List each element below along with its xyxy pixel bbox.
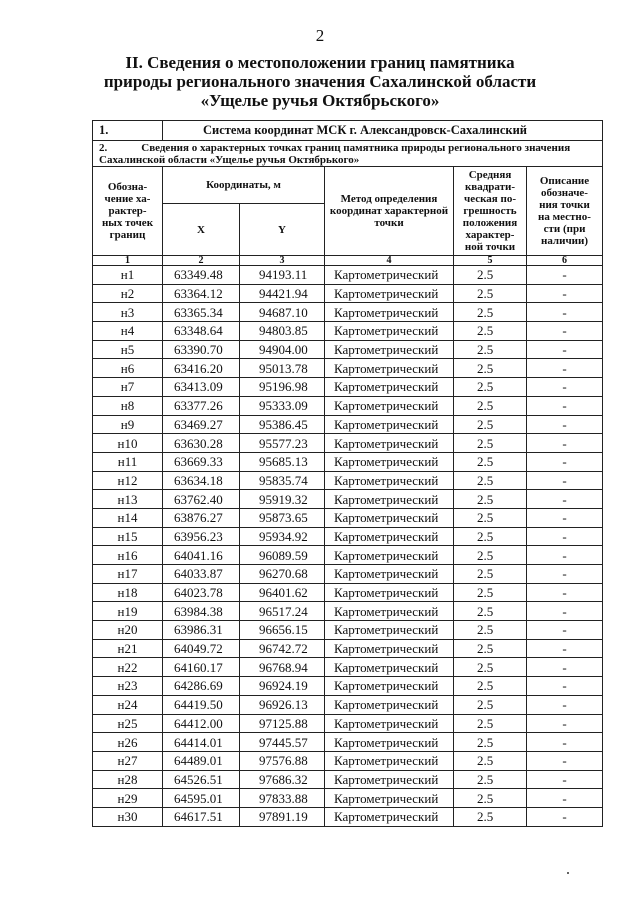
page-number: 2 xyxy=(315,26,325,45)
error-cell: 2.5 xyxy=(454,378,527,397)
column-numbers-row xyxy=(93,256,603,266)
table-row xyxy=(93,565,603,584)
y-coordinate-cell: 97891.19 xyxy=(240,807,325,826)
method-cell: Картометрический xyxy=(325,751,454,770)
y-coordinate-cell: 95835.74 xyxy=(240,471,325,490)
table-row xyxy=(93,621,603,640)
y-coordinate-cell: 96742.72 xyxy=(240,639,325,658)
title-line-2: природы регионального значения Сахалинской области xyxy=(103,72,537,91)
description-cell: - xyxy=(527,340,603,359)
points-info-row xyxy=(93,141,603,167)
method-cell: Картометрический xyxy=(325,639,454,658)
description-cell: - xyxy=(527,621,603,640)
point-name-cell: н5 xyxy=(93,340,163,359)
method-cell: Картометрический xyxy=(325,677,454,696)
column-number: 2 xyxy=(163,256,240,266)
method-cell: Картометрический xyxy=(325,434,454,453)
row-number: 1. xyxy=(93,121,163,141)
x-coordinate-cell: 63377.26 xyxy=(163,396,240,415)
table-row xyxy=(93,751,603,770)
method-cell: Картометрический xyxy=(325,322,454,341)
table-row xyxy=(93,733,603,752)
table-row xyxy=(93,695,603,714)
header-error: Средняя квадрати- ческая по- грешность положения характер- ной точки xyxy=(454,167,527,256)
x-coordinate-cell: 63669.33 xyxy=(163,452,240,471)
error-cell: 2.5 xyxy=(454,770,527,789)
point-name-cell: н25 xyxy=(93,714,163,733)
header-point-designation: Обозна- чение ха- рактер- ных точек границ xyxy=(93,167,163,256)
error-cell: 2.5 xyxy=(454,396,527,415)
description-cell: - xyxy=(527,266,603,285)
x-coordinate-cell: 63984.38 xyxy=(163,602,240,621)
y-coordinate-cell: 96270.68 xyxy=(240,565,325,584)
error-cell: 2.5 xyxy=(454,695,527,714)
point-name-cell: н28 xyxy=(93,770,163,789)
x-coordinate-cell: 63956.23 xyxy=(163,527,240,546)
point-name-cell: н10 xyxy=(93,434,163,453)
x-coordinate-cell: 63365.34 xyxy=(163,303,240,322)
error-cell: 2.5 xyxy=(454,340,527,359)
point-name-cell: н14 xyxy=(93,508,163,527)
table-row xyxy=(93,583,603,602)
table-row xyxy=(93,770,603,789)
error-cell: 2.5 xyxy=(454,434,527,453)
error-cell: 2.5 xyxy=(454,490,527,509)
error-cell: 2.5 xyxy=(454,508,527,527)
table-row xyxy=(93,452,603,471)
table-header-row xyxy=(93,167,603,204)
method-cell: Картометрический xyxy=(325,396,454,415)
scan-dot xyxy=(567,872,569,874)
point-name-cell: н2 xyxy=(93,284,163,303)
error-cell: 2.5 xyxy=(454,415,527,434)
y-coordinate-cell: 97686.32 xyxy=(240,770,325,789)
error-cell: 2.5 xyxy=(454,733,527,752)
title-line-1: II. Сведения о местоположении границ памятника xyxy=(125,53,515,72)
points-info-cell xyxy=(93,141,603,167)
error-cell: 2.5 xyxy=(454,583,527,602)
y-coordinate-cell: 96517.24 xyxy=(240,602,325,621)
method-cell: Картометрический xyxy=(325,807,454,826)
description-cell: - xyxy=(527,658,603,677)
error-cell: 2.5 xyxy=(454,527,527,546)
x-coordinate-cell: 63349.48 xyxy=(163,266,240,285)
points-info-text-line2: Сахалинской области «Ущелье ручья Октябрького» xyxy=(99,154,360,166)
y-coordinate-cell: 94803.85 xyxy=(240,322,325,341)
table-row xyxy=(93,359,603,378)
description-cell: - xyxy=(527,789,603,808)
point-name-cell: н13 xyxy=(93,490,163,509)
table-row xyxy=(93,639,603,658)
error-cell: 2.5 xyxy=(454,303,527,322)
method-cell: Картометрический xyxy=(325,471,454,490)
points-info-text-line1: Сведения о характерных точках границ памятника природы регионального значения xyxy=(141,142,571,154)
point-name-cell: н8 xyxy=(93,396,163,415)
error-cell: 2.5 xyxy=(454,266,527,285)
column-number: 3 xyxy=(240,256,325,266)
page-title xyxy=(0,53,640,110)
column-number: 5 xyxy=(454,256,527,266)
description-cell: - xyxy=(527,284,603,303)
point-name-cell: н21 xyxy=(93,639,163,658)
header-coordinates: Координаты, м xyxy=(163,167,325,204)
point-name-cell: н19 xyxy=(93,602,163,621)
point-name-cell: н3 xyxy=(93,303,163,322)
x-coordinate-cell: 64160.17 xyxy=(163,658,240,677)
table-row xyxy=(93,602,603,621)
x-coordinate-cell: 63986.31 xyxy=(163,621,240,640)
description-cell: - xyxy=(527,565,603,584)
point-name-cell: н4 xyxy=(93,322,163,341)
method-cell: Картометрический xyxy=(325,714,454,733)
x-coordinate-cell: 63469.27 xyxy=(163,415,240,434)
table-row xyxy=(93,415,603,434)
error-cell: 2.5 xyxy=(454,546,527,565)
error-cell: 2.5 xyxy=(454,602,527,621)
description-cell: - xyxy=(527,434,603,453)
x-coordinate-cell: 64595.01 xyxy=(163,789,240,808)
point-name-cell: н30 xyxy=(93,807,163,826)
description-cell: - xyxy=(527,452,603,471)
method-cell: Картометрический xyxy=(325,284,454,303)
description-cell: - xyxy=(527,751,603,770)
point-name-cell: н29 xyxy=(93,789,163,808)
title-line-3: «Ущелье ручья Октябрьского» xyxy=(200,91,440,110)
description-cell: - xyxy=(527,322,603,341)
method-cell: Картометрический xyxy=(325,527,454,546)
header-description: Описание обозначе- ния точки на местно- сти (при наличии) xyxy=(527,167,603,256)
x-coordinate-cell: 63416.20 xyxy=(163,359,240,378)
table-row xyxy=(93,789,603,808)
point-name-cell: н22 xyxy=(93,658,163,677)
x-coordinate-cell: 63876.27 xyxy=(163,508,240,527)
description-cell: - xyxy=(527,602,603,621)
error-cell: 2.5 xyxy=(454,677,527,696)
description-cell: - xyxy=(527,807,603,826)
boundary-points-table xyxy=(92,120,603,827)
x-coordinate-cell: 63364.12 xyxy=(163,284,240,303)
y-coordinate-cell: 97576.88 xyxy=(240,751,325,770)
method-cell: Картометрический xyxy=(325,452,454,471)
point-name-cell: н1 xyxy=(93,266,163,285)
x-coordinate-cell: 64023.78 xyxy=(163,583,240,602)
point-name-cell: н9 xyxy=(93,415,163,434)
y-coordinate-cell: 95934.92 xyxy=(240,527,325,546)
error-cell: 2.5 xyxy=(454,322,527,341)
x-coordinate-cell: 63762.40 xyxy=(163,490,240,509)
table-row xyxy=(93,396,603,415)
description-cell: - xyxy=(527,770,603,789)
y-coordinate-cell: 95333.09 xyxy=(240,396,325,415)
table-row xyxy=(93,546,603,565)
x-coordinate-cell: 64526.51 xyxy=(163,770,240,789)
y-coordinate-cell: 95919.32 xyxy=(240,490,325,509)
point-name-cell: н27 xyxy=(93,751,163,770)
description-cell: - xyxy=(527,303,603,322)
method-cell: Картометрический xyxy=(325,770,454,789)
y-coordinate-cell: 95577.23 xyxy=(240,434,325,453)
method-cell: Картометрический xyxy=(325,378,454,397)
point-name-cell: н12 xyxy=(93,471,163,490)
error-cell: 2.5 xyxy=(454,621,527,640)
method-cell: Картометрический xyxy=(325,583,454,602)
description-cell: - xyxy=(527,471,603,490)
description-cell: - xyxy=(527,508,603,527)
table-row xyxy=(93,322,603,341)
point-name-cell: н7 xyxy=(93,378,163,397)
method-cell: Картометрический xyxy=(325,415,454,434)
point-name-cell: н26 xyxy=(93,733,163,752)
description-cell: - xyxy=(527,639,603,658)
x-coordinate-cell: 63630.28 xyxy=(163,434,240,453)
error-cell: 2.5 xyxy=(454,639,527,658)
description-cell: - xyxy=(527,527,603,546)
y-coordinate-cell: 94904.00 xyxy=(240,340,325,359)
y-coordinate-cell: 95685.13 xyxy=(240,452,325,471)
point-name-cell: н16 xyxy=(93,546,163,565)
x-coordinate-cell: 64617.51 xyxy=(163,807,240,826)
x-coordinate-cell: 64412.00 xyxy=(163,714,240,733)
description-cell: - xyxy=(527,378,603,397)
method-cell: Картометрический xyxy=(325,303,454,322)
y-coordinate-cell: 97125.88 xyxy=(240,714,325,733)
error-cell: 2.5 xyxy=(454,714,527,733)
method-cell: Картометрический xyxy=(325,602,454,621)
header-method: Метод определения координат характерной точки xyxy=(325,167,454,256)
header-x: X xyxy=(163,204,240,256)
description-cell: - xyxy=(527,583,603,602)
table-row xyxy=(93,658,603,677)
x-coordinate-cell: 63413.09 xyxy=(163,378,240,397)
method-cell: Картометрический xyxy=(325,546,454,565)
method-cell: Картометрический xyxy=(325,490,454,509)
x-coordinate-cell: 64049.72 xyxy=(163,639,240,658)
description-cell: - xyxy=(527,733,603,752)
y-coordinate-cell: 95013.78 xyxy=(240,359,325,378)
method-cell: Картометрический xyxy=(325,621,454,640)
y-coordinate-cell: 95873.65 xyxy=(240,508,325,527)
error-cell: 2.5 xyxy=(454,452,527,471)
method-cell: Картометрический xyxy=(325,359,454,378)
x-coordinate-cell: 64033.87 xyxy=(163,565,240,584)
description-cell: - xyxy=(527,396,603,415)
error-cell: 2.5 xyxy=(454,751,527,770)
column-number: 6 xyxy=(527,256,603,266)
y-coordinate-cell: 96926.13 xyxy=(240,695,325,714)
table-row xyxy=(93,378,603,397)
column-number: 4 xyxy=(325,256,454,266)
table-row xyxy=(93,471,603,490)
point-name-cell: н17 xyxy=(93,565,163,584)
description-cell: - xyxy=(527,714,603,733)
y-coordinate-cell: 96656.15 xyxy=(240,621,325,640)
y-coordinate-cell: 94687.10 xyxy=(240,303,325,322)
error-cell: 2.5 xyxy=(454,789,527,808)
x-coordinate-cell: 63348.64 xyxy=(163,322,240,341)
y-coordinate-cell: 96768.94 xyxy=(240,658,325,677)
point-name-cell: н23 xyxy=(93,677,163,696)
coordinate-system-row xyxy=(93,121,603,141)
table-row xyxy=(93,490,603,509)
y-coordinate-cell: 97833.88 xyxy=(240,789,325,808)
table-row xyxy=(93,714,603,733)
point-name-cell: н18 xyxy=(93,583,163,602)
method-cell: Картометрический xyxy=(325,789,454,808)
point-name-cell: н15 xyxy=(93,527,163,546)
table-row xyxy=(93,303,603,322)
error-cell: 2.5 xyxy=(454,658,527,677)
y-coordinate-cell: 94421.94 xyxy=(240,284,325,303)
point-name-cell: н24 xyxy=(93,695,163,714)
table-row xyxy=(93,508,603,527)
x-coordinate-cell: 64286.69 xyxy=(163,677,240,696)
method-cell: Картометрический xyxy=(325,508,454,527)
method-cell: Картометрический xyxy=(325,565,454,584)
x-coordinate-cell: 64041.16 xyxy=(163,546,240,565)
x-coordinate-cell: 63634.18 xyxy=(163,471,240,490)
point-name-cell: н20 xyxy=(93,621,163,640)
x-coordinate-cell: 64489.01 xyxy=(163,751,240,770)
table-row xyxy=(93,340,603,359)
method-cell: Картометрический xyxy=(325,695,454,714)
method-cell: Картометрический xyxy=(325,266,454,285)
table-row xyxy=(93,807,603,826)
error-cell: 2.5 xyxy=(454,807,527,826)
coordinate-system-text: Система координат МСК г. Александровск-Сахалинский xyxy=(163,121,603,141)
row-number: 2. xyxy=(99,142,108,154)
description-cell: - xyxy=(527,677,603,696)
y-coordinate-cell: 96089.59 xyxy=(240,546,325,565)
table-row xyxy=(93,527,603,546)
table-row xyxy=(93,434,603,453)
header-y: Y xyxy=(240,204,325,256)
description-cell: - xyxy=(527,415,603,434)
y-coordinate-cell: 96401.62 xyxy=(240,583,325,602)
description-cell: - xyxy=(527,490,603,509)
x-coordinate-cell: 63390.70 xyxy=(163,340,240,359)
x-coordinate-cell: 64419.50 xyxy=(163,695,240,714)
y-coordinate-cell: 96924.19 xyxy=(240,677,325,696)
column-number: 1 xyxy=(93,256,163,266)
y-coordinate-cell: 95386.45 xyxy=(240,415,325,434)
description-cell: - xyxy=(527,546,603,565)
error-cell: 2.5 xyxy=(454,471,527,490)
method-cell: Картометрический xyxy=(325,658,454,677)
point-name-cell: н6 xyxy=(93,359,163,378)
description-cell: - xyxy=(527,359,603,378)
description-cell: - xyxy=(527,695,603,714)
table-row xyxy=(93,677,603,696)
y-coordinate-cell: 94193.11 xyxy=(240,266,325,285)
y-coordinate-cell: 95196.98 xyxy=(240,378,325,397)
table-row xyxy=(93,266,603,285)
method-cell: Картометрический xyxy=(325,340,454,359)
y-coordinate-cell: 97445.57 xyxy=(240,733,325,752)
error-cell: 2.5 xyxy=(454,284,527,303)
x-coordinate-cell: 64414.01 xyxy=(163,733,240,752)
point-name-cell: н11 xyxy=(93,452,163,471)
error-cell: 2.5 xyxy=(454,565,527,584)
table-row xyxy=(93,284,603,303)
method-cell: Картометрический xyxy=(325,733,454,752)
error-cell: 2.5 xyxy=(454,359,527,378)
